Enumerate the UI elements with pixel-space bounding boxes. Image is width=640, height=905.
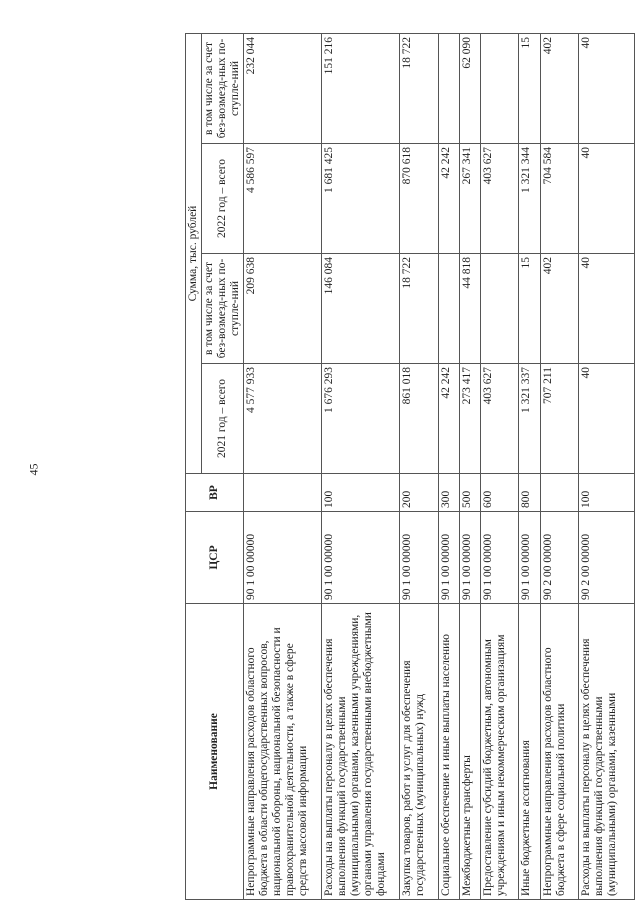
cell-name: Предоставление субсидий бюджетным, автономным учреждениям и иным некоммерческим организациям xyxy=(480,604,519,900)
table-body xyxy=(244,34,635,900)
cell-name: Непрограммные направления расходов областного бюджета в сфере социальной политики xyxy=(540,604,579,900)
cell-2021-total: 40 xyxy=(579,364,635,474)
cell-2021-gratuitous xyxy=(480,254,519,364)
cell-vr xyxy=(540,474,579,512)
table-row xyxy=(438,34,459,900)
cell-2022-total: 704 584 xyxy=(540,144,579,254)
cell-2022-gratuitous xyxy=(480,34,519,144)
table-row xyxy=(244,34,322,900)
header-name: Наименование xyxy=(186,604,244,900)
cell-2022-gratuitous: 232 044 xyxy=(244,34,322,144)
cell-2021-total: 707 211 xyxy=(540,364,579,474)
cell-name: Расходы на выплаты персоналу в целях обеспечения выполнения функций государственными (муниципальными) органами, казенными учреждениями, органами управления государственными внебюджетными фондами xyxy=(322,604,400,900)
cell-name: Закупка товаров, работ и услуг для обеспечения государственных (муниципальных) нужд xyxy=(400,604,439,900)
cell-vr: 300 xyxy=(438,474,459,512)
cell-csr: 90 1 00 00000 xyxy=(480,512,519,604)
cell-2021-gratuitous: 44 818 xyxy=(459,254,480,364)
cell-2021-gratuitous: 146 084 xyxy=(322,254,400,364)
cell-csr: 90 1 00 00000 xyxy=(519,512,540,604)
header-2022-total: 2022 год – всего xyxy=(202,144,244,254)
cell-2021-gratuitous: 402 xyxy=(540,254,579,364)
cell-2022-gratuitous: 151 216 xyxy=(322,34,400,144)
cell-csr: 90 1 00 00000 xyxy=(459,512,480,604)
cell-2022-total: 1 681 425 xyxy=(322,144,400,254)
cell-csr: 90 1 00 00000 xyxy=(400,512,439,604)
cell-csr: 90 2 00 00000 xyxy=(540,512,579,604)
cell-2022-gratuitous: 15 xyxy=(519,34,540,144)
cell-2022-gratuitous xyxy=(438,34,459,144)
cell-vr: 100 xyxy=(579,474,635,512)
cell-2022-total: 40 xyxy=(579,144,635,254)
cell-2022-total: 403 627 xyxy=(480,144,519,254)
cell-name: Межбюджетные трансферты xyxy=(459,604,480,900)
cell-2022-gratuitous: 18 722 xyxy=(400,34,439,144)
cell-name: Иные бюджетные ассигнования xyxy=(519,604,540,900)
table-row xyxy=(519,34,540,900)
header-csr: ЦСР xyxy=(186,512,244,604)
cell-2021-gratuitous: 209 638 xyxy=(244,254,322,364)
page-number: 45 xyxy=(26,463,41,476)
cell-name: Непрограммные направления расходов областного бюджета в области общегосударственных вопросов, национальной обороны, национальной безопасности и правоохранительной деятельности, а также в сфере средств массовой информации xyxy=(244,604,322,900)
cell-2022-total: 42 242 xyxy=(438,144,459,254)
cell-vr: 600 xyxy=(480,474,519,512)
header-sum-group: Сумма, тыс. рублей xyxy=(186,34,202,474)
cell-name: Расходы на выплаты персоналу в целях обеспечения выполнения функций государственными (муниципальными) органами, казенными xyxy=(579,604,635,900)
cell-csr: 90 1 00 00000 xyxy=(244,512,322,604)
header-2021-total: 2021 год – всего xyxy=(202,364,244,474)
cell-vr: 500 xyxy=(459,474,480,512)
cell-2022-total: 1 321 344 xyxy=(519,144,540,254)
cell-2021-total: 1 676 293 xyxy=(322,364,400,474)
cell-2022-total: 870 618 xyxy=(400,144,439,254)
cell-2021-total: 4 577 933 xyxy=(244,364,322,474)
table-row xyxy=(480,34,519,900)
cell-2021-gratuitous xyxy=(438,254,459,364)
header-vr: ВР xyxy=(186,474,244,512)
cell-2022-gratuitous: 62 090 xyxy=(459,34,480,144)
cell-2021-total: 861 018 xyxy=(400,364,439,474)
cell-csr: 90 1 00 00000 xyxy=(438,512,459,604)
cell-vr: 200 xyxy=(400,474,439,512)
budget-table xyxy=(185,33,635,900)
table-row xyxy=(322,34,400,900)
cell-2021-gratuitous: 18 722 xyxy=(400,254,439,364)
cell-vr: 100 xyxy=(322,474,400,512)
cell-2021-total: 273 417 xyxy=(459,364,480,474)
rotated-table-frame xyxy=(185,34,635,900)
cell-2022-gratuitous: 40 xyxy=(579,34,635,144)
table-row xyxy=(459,34,480,900)
cell-2021-total: 1 321 337 xyxy=(519,364,540,474)
cell-2021-gratuitous: 40 xyxy=(579,254,635,364)
cell-vr: 800 xyxy=(519,474,540,512)
cell-2021-gratuitous: 15 xyxy=(519,254,540,364)
cell-csr: 90 1 00 00000 xyxy=(322,512,400,604)
cell-2022-total: 4 586 597 xyxy=(244,144,322,254)
table-row xyxy=(540,34,579,900)
header-2022-gratuitous: в том числе за счет без-возмезд-ных по-ступле-ний xyxy=(202,34,244,144)
cell-2021-total: 403 627 xyxy=(480,364,519,474)
cell-csr: 90 2 00 00000 xyxy=(579,512,635,604)
table-row xyxy=(579,34,635,900)
header-row-1 xyxy=(186,34,202,900)
cell-2022-total: 267 341 xyxy=(459,144,480,254)
cell-2021-total: 42 242 xyxy=(438,364,459,474)
header-2021-gratuitous: в том числе за счет без-возмезд-ных по-ступле-ний xyxy=(202,254,244,364)
cell-vr xyxy=(244,474,322,512)
table-row xyxy=(400,34,439,900)
cell-2022-gratuitous: 402 xyxy=(540,34,579,144)
cell-name: Социальное обеспечение и иные выплаты населению xyxy=(438,604,459,900)
